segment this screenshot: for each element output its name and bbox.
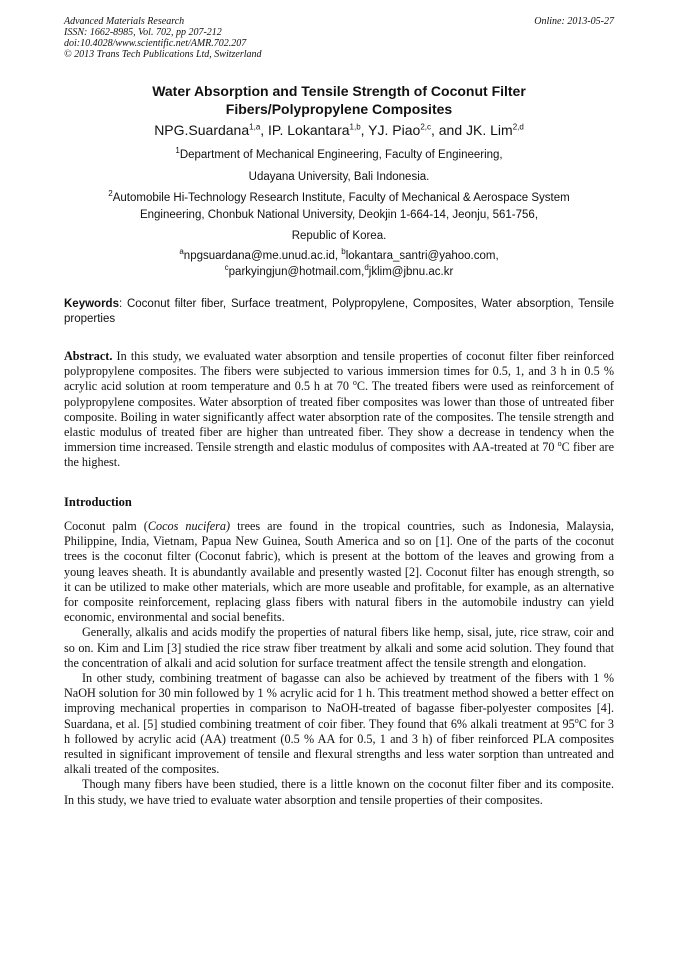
affiliation-1 bbox=[64, 147, 614, 185]
author-4: , and JK. Lim bbox=[430, 122, 513, 138]
email-c[interactable]: parkyingjun@hotmail.com, bbox=[228, 266, 365, 278]
author-4-sup: 2,d bbox=[512, 122, 524, 132]
intro-paragraph-2: Generally, alkalis and acids modify the properties of natural fibers like hemp, sisal, jute, rice straw, coir and so on. Kim and Lim [3] studied the rice straw fiber treatment by alkali and some acid solution. They found that the concentration of alkali and acid solution for surface treatment affect the tensile strength and elongation. bbox=[64, 625, 614, 670]
degree-sup: o bbox=[352, 378, 357, 388]
title-line-1: Water Absorption and Tensile Strength of Coconut Filter bbox=[152, 83, 526, 99]
introduction-heading: Introduction bbox=[64, 495, 132, 509]
paper-title bbox=[64, 82, 614, 118]
online-date: Online: 2013-05-27 bbox=[534, 16, 614, 27]
abstract-text-1: In this study, we evaluated water absorption and tensile properties of coconut filter fiber reinforced polypropylene composites. The fibers were subjected to various immersion times for 0.5, 1, and 3 h in 0.5 % acrylic acid solution at room temperature and 0.5 h at 70 bbox=[64, 349, 614, 394]
email-c-sup: c bbox=[224, 263, 229, 273]
email-b[interactable]: lokantara_santri@yahoo.com, bbox=[345, 250, 499, 262]
abstract-label: Abstract. bbox=[64, 349, 113, 363]
author-2: , IP. Lokantara bbox=[260, 122, 350, 138]
intro-p1-text-a: Coconut palm ( bbox=[64, 519, 148, 533]
intro-p3-text-a: In other study, combining treatment of bagasse can also be achieved by treatment of the fibers with 1 % NaOH solution for 30 min followed by 1 % acrylic acid for 1 h. This treatment method showed a better effect on improving mechanical properties in comparison to NaOH-treated of bagasse fiber-polyester composites [4]. Suardana, et al. [5] studied combining treatment of coir fiber. They found that 6% alkali treatment at 95 bbox=[64, 671, 614, 731]
intro-paragraph-4: Though many fibers have been studied, there is a little known on the coconut filter fiber and its composite. In this study, we have tried to evaluate water absorption and tensile properties of their composites. bbox=[64, 777, 614, 807]
author-3: , YJ. Piao bbox=[360, 122, 421, 138]
copyright-line: © 2013 Trans Tech Publications Ltd, Switzerland bbox=[64, 49, 262, 60]
affiliation-2 bbox=[64, 190, 614, 245]
affiliation-2-line-3: Republic of Korea. bbox=[291, 230, 387, 242]
author-3-sup: 2,c bbox=[420, 122, 431, 132]
abstract-text-3: C fiber are the highest. bbox=[64, 440, 614, 470]
intro-p1-italic: Cocos nucifera) bbox=[147, 519, 231, 533]
author-list bbox=[64, 121, 614, 139]
intro-paragraph-3 bbox=[64, 671, 614, 777]
doi-line[interactable]: doi:10.4028/www.scientific.net/AMR.702.207 bbox=[64, 38, 247, 49]
email-list bbox=[64, 248, 614, 280]
abstract bbox=[64, 349, 614, 471]
title-line-2: Fibers/Polypropylene Composites bbox=[225, 101, 453, 117]
email-d[interactable]: jklim@jbnu.ac.kr bbox=[368, 266, 454, 278]
author-1: NPG.Suardana bbox=[154, 122, 250, 138]
intro-p1-text-b: trees are found in the tropical countries, such as Indonesia, Malaysia, Philippine, India, Vietnam, Papua New Guinea, South America and so on [1]. One of the parts of the coconut trees is the coconut filter (Coconut fabric), which is present at the bottom of the leaves and growing from a young leaves sheath. It is abundantly available and presently wasted [2]. Coconut filter has enough strength, so it can be utilized to make other materials, which are more useable and profitable, for example, as an alternative for composite reinforcement, replacing glass fibers with natural fibers in the automobile industry can yield economic, environmental and social benefits. bbox=[64, 519, 614, 625]
intro-p3-text-b: C for 3 h followed by acrylic acid (AA) treatment (0.5 % AA for 0.5, 1 and 3 h) of fiber reinforced PLA composites resulted in significant improvement of tensile and flexural strengths and less water sorption than untreated and alkali treated of the composites. bbox=[64, 716, 614, 777]
affiliation-1-sup: 1 bbox=[175, 146, 180, 156]
introduction-body bbox=[64, 519, 614, 808]
keywords-label: Keywords bbox=[64, 298, 119, 310]
keywords bbox=[64, 297, 614, 327]
email-a-sup: a bbox=[179, 247, 184, 257]
degree-sup-2: o bbox=[557, 439, 562, 449]
journal-name: Advanced Materials Research bbox=[64, 16, 185, 27]
email-b-sup: b bbox=[341, 247, 346, 257]
journal-header bbox=[64, 16, 384, 60]
email-d-sup: d bbox=[364, 263, 369, 273]
author-2-sup: 1,b bbox=[349, 122, 361, 132]
abstract-text-2: C. The treated fibers were used as reinforcement of polypropylene composites. Water absorption of treated fiber composites was lower than those of untreated fiber composite. Boiling in water significantly affect water absorption rate of the composites. The tensile strength and elastic modulus of treated fiber are higher than untreated fiber. They show a decrease in tendency when the immersion time increased. Tensile strength and elastic modulus of composites with AA-treated at 70 bbox=[64, 379, 614, 455]
affiliation-1-line-2: Udayana University, Bali Indonesia. bbox=[248, 170, 430, 183]
intro-paragraph-1 bbox=[64, 519, 614, 625]
email-a[interactable]: npgsuardana@me.unud.ac.id, bbox=[183, 250, 342, 262]
affiliation-2-line-1: Automobile Hi-Technology Research Institute, Faculty of Mechanical & Aerospace System bbox=[112, 192, 570, 204]
affiliation-2-sup: 2 bbox=[108, 189, 113, 199]
affiliation-2-line-2: Engineering, Chonbuk National University, Deokjin 1-664-14, Jeonju, 561-756, bbox=[139, 208, 539, 221]
issn-line: ISSN: 1662-8985, Vol. 702, pp 207-212 bbox=[64, 27, 222, 38]
affiliation-1-line-1: Department of Mechanical Engineering, Faculty of Engineering, bbox=[179, 149, 503, 161]
author-1-sup: 1,a bbox=[249, 122, 261, 132]
keywords-text: : Coconut filter fiber, Surface treatment, Polypropylene, Composites, Water absorption, Tensile properties bbox=[64, 298, 614, 325]
intro-p3-degree: o bbox=[574, 715, 579, 725]
